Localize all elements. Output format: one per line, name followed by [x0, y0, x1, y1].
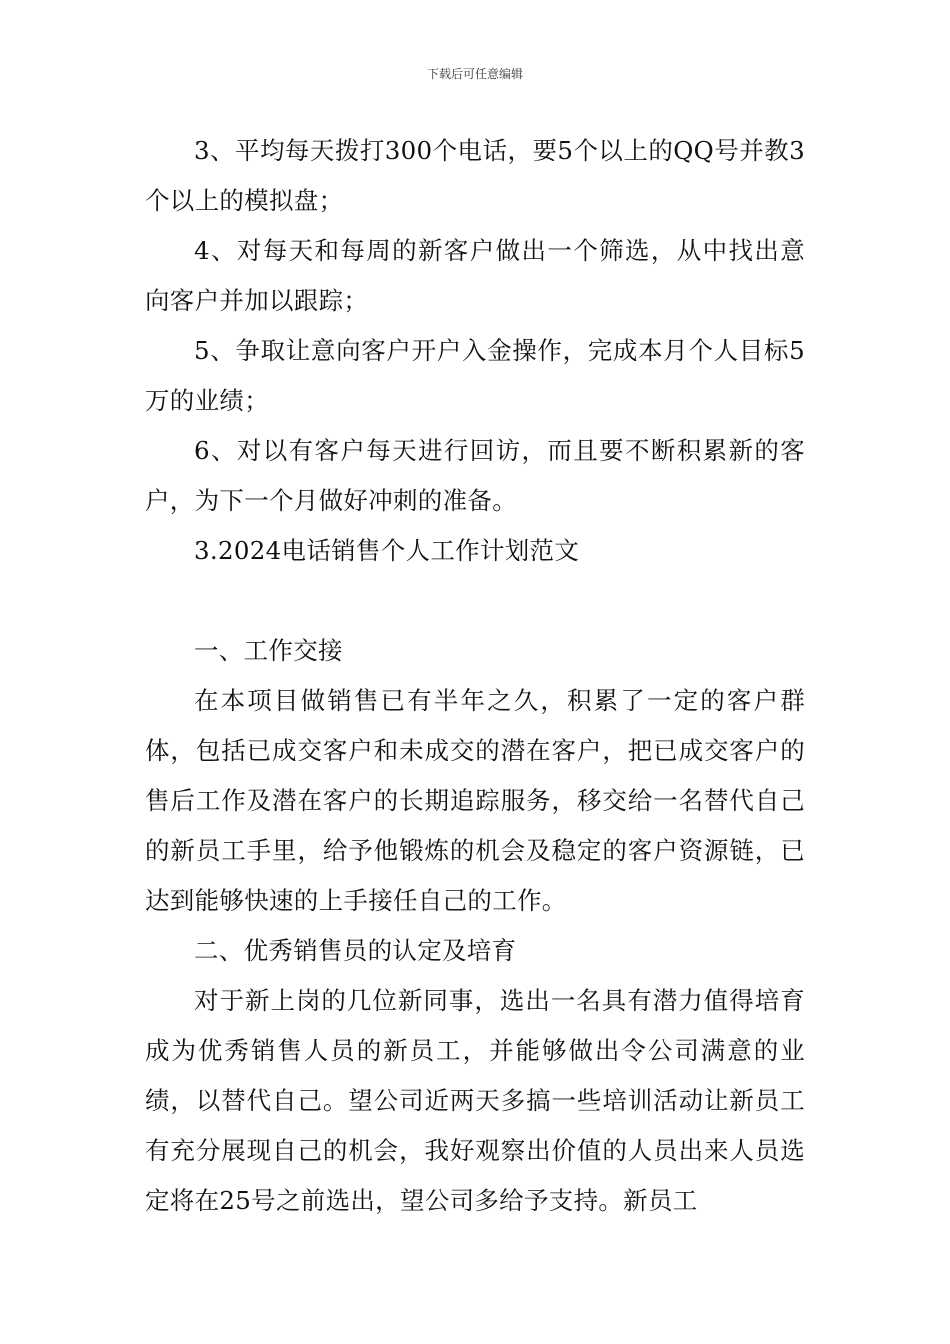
list-item-4: 4、对每天和每周的新客户做出一个筛选，从中找出意向客户并加以跟踪； [145, 236, 805, 315]
page-header: 下载后可任意编辑 [426, 67, 523, 81]
blank-line [145, 576, 805, 626]
list-item-5: 5、争取让意向客户开户入金操作，完成本月个人目标5万的业绩； [145, 336, 805, 415]
heading-work-handover: 一、工作交接 [194, 636, 343, 665]
section-title: 3.2024电话销售个人工作计划范文 [194, 536, 580, 565]
document-body [145, 126, 805, 1226]
list-item-3: 3、平均每天拨打300个电话，要5个以上的QQ号并教3个以上的模拟盘； [145, 136, 805, 215]
paragraph-training: 对于新上岗的几位新同事，选出一名具有潜力值得培育成为优秀销售人员的新员工，并能够做出令公司满意的业绩，以替代自己。望公司近两天多搞一些培训活动让新员工有充分展现自己的机会，我好观察出价值的人员出来人员选定将在25号之前选出，望公司多给予支持。新员工 [145, 986, 805, 1215]
list-item-6: 6、对以有客户每天进行回访，而且要不断积累新的客户，为下一个月做好冲刺的准备。 [145, 436, 805, 515]
heading-salesperson-training: 二、优秀销售员的认定及培育 [194, 936, 517, 965]
paragraph-handover: 在本项目做销售已有半年之久，积累了一定的客户群体，包括已成交客户和未成交的潜在客户，把已成交客户的售后工作及潜在客户的长期追踪服务，移交给一名替代自己的新员工手里，给予他锻炼的机会及稳定的客户资源链，已达到能够快速的上手接任自己的工作。 [145, 686, 805, 915]
